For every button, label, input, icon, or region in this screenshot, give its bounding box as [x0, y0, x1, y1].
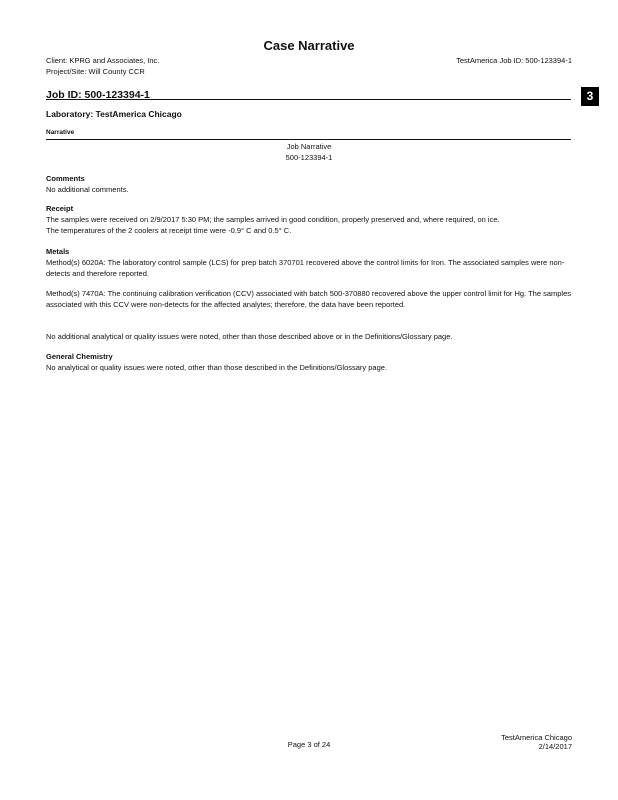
receipt-temperature: The temperatures of the 2 coolers at receipt time were -0.9° C and 0.5° C.: [46, 226, 292, 235]
page-number: Page 3 of 24: [287, 740, 331, 749]
section-tab: 3: [581, 87, 599, 106]
footer-organization: TestAmerica Chicago: [501, 733, 572, 742]
client-line: Client: KPRG and Associates, Inc.: [46, 56, 160, 65]
metals-paragraph-7470a: Method(s) 7470A: The continuing calibration verification (CCV) associated with batch 500-370880 recovered above the upper control limit for Hg. The samples associated with this CCV were non-detects for the affected analytes; therefore, the data have been reported.: [46, 289, 572, 309]
narrative-label: Narrative: [46, 129, 75, 136]
job-id: Job ID: 500-123394-1: [46, 89, 150, 101]
narrative-divider: [46, 139, 571, 140]
footer-date: 2/14/2017: [538, 742, 572, 751]
metals-paragraph-additional: No additional analytical or quality issues were noted, other than those described above or in the Definitions/Glossary page.: [46, 332, 453, 341]
comments-text: No additional comments.: [46, 185, 129, 194]
metals-paragraph-6020a: Method(s) 6020A: The laboratory control sample (LCS) for prep batch 370701 recovered above the control limits for Iron. The associated samples were non-detects and therefore reported.: [46, 258, 565, 278]
job-reference: TestAmerica Job ID: 500-123394-1: [456, 56, 572, 65]
metals-heading: Metals: [46, 247, 70, 256]
job-narrative-title: Job Narrative: [286, 142, 332, 151]
laboratory-line: Laboratory: TestAmerica Chicago: [46, 109, 182, 119]
general-chemistry-heading: General Chemistry: [46, 352, 113, 361]
receipt-heading: Receipt: [46, 204, 74, 213]
project-line: Project/Site: Will County CCR: [46, 67, 145, 76]
page-title: Case Narrative: [263, 38, 355, 53]
job-narrative-number: 500-123394-1: [285, 153, 333, 162]
receipt-paragraph: The samples were received on 2/9/2017 5:30 PM; the samples arrived in good condition, properly preserved and, where required, on ice.: [46, 215, 500, 224]
comments-heading: Comments: [46, 174, 85, 183]
general-chemistry-text: No analytical or quality issues were noted, other than those described in the Definitions/Glossary page.: [46, 363, 388, 372]
